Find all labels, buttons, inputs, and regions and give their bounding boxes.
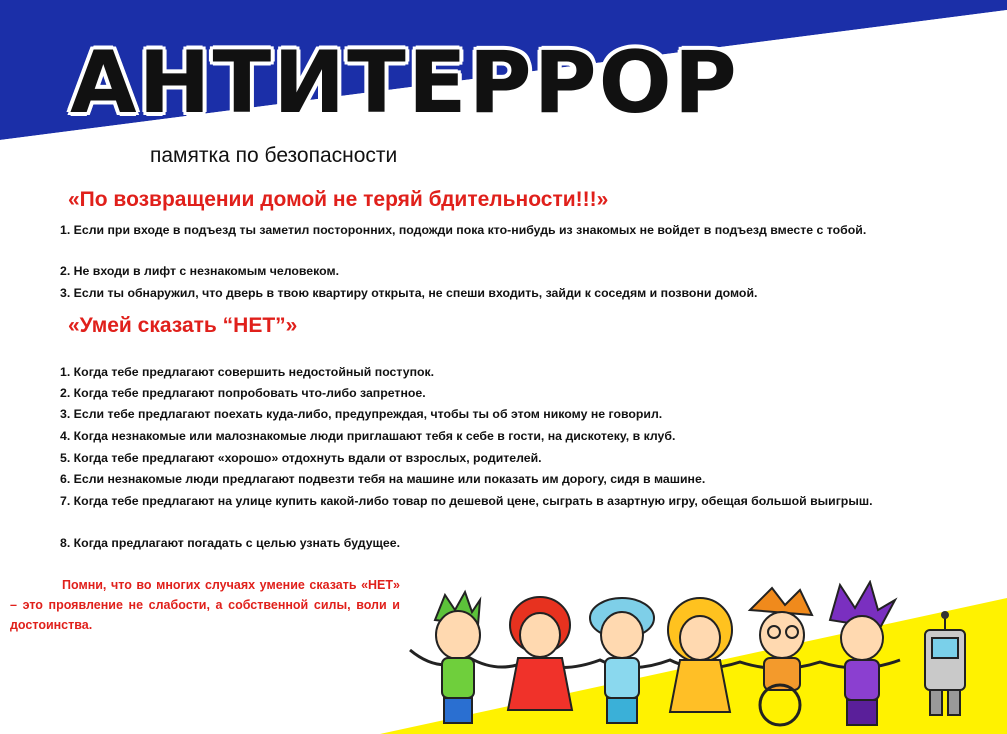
kid-red-hair (508, 597, 572, 710)
kid-yellow-hair (668, 598, 732, 712)
section2-item-5: 5. Когда тебе предлагают «хорошо» отдохнуть вдали от взрослых, родителей. (60, 451, 542, 465)
page-title: АНТИТЕРРОР (70, 33, 739, 133)
memo-text: Помни, что во многих случаях умение сказать «НЕТ» – это проявление не слабости, а собственной силы, воли и достоинства. (10, 578, 400, 632)
section1-item-3: 3. Если ты обнаружил, что дверь в твою квартиру открыта, не спеши входить, зайди к соседям и позвони домой. (60, 286, 758, 300)
kid-orange-wheelchair (750, 588, 812, 725)
section2-item-2: 2. Когда тебе предлагают попробовать что-либо запретное. (60, 386, 426, 400)
kid-purple-hat (830, 582, 895, 725)
section2-heading: «Умей сказать “НЕТ”» (68, 314, 298, 337)
robot-figure (925, 611, 965, 715)
section2-item-8: 8. Когда предлагают погадать с целью узнать будущее. (60, 536, 401, 550)
page-subtitle: памятка по безопасности (150, 144, 398, 167)
section2-item-3: 3. Если тебе предлагают поехать куда-либо, предупреждая, чтобы ты об этом никому не говорил. (60, 407, 663, 421)
kid-green-hair (435, 592, 480, 723)
section2-item-4: 4. Когда незнакомые или малознакомые люди приглашают тебя к себе в гости, на дискотеку, в клуб. (60, 429, 676, 443)
section1-item-1: 1. Если при входе в подъезд ты заметил посторонних, подожди пока кто-нибудь из знакомых не войдет в подъезд вместе с тобой. (60, 223, 867, 237)
section1-heading: «По возвращении домой не теряй бдительности!!!» (68, 188, 609, 211)
kids-illustration (400, 580, 1000, 730)
section1-item-2: 2. Не входи в лифт с незнакомым человеком. (60, 264, 339, 278)
section2-item-6: 6. Если незнакомые люди предлагают подвезти тебя на машине или показать им дорогу, сидя в машине. (60, 472, 706, 486)
section2-item-1: 1. Когда тебе предлагают совершить недостойный поступок. (60, 365, 435, 379)
section2-item-7: 7. Когда тебе предлагают на улице купить какой-либо товар по дешевой цене, сыграть в азартную игру, обещая большой выигрыш. (60, 494, 873, 508)
